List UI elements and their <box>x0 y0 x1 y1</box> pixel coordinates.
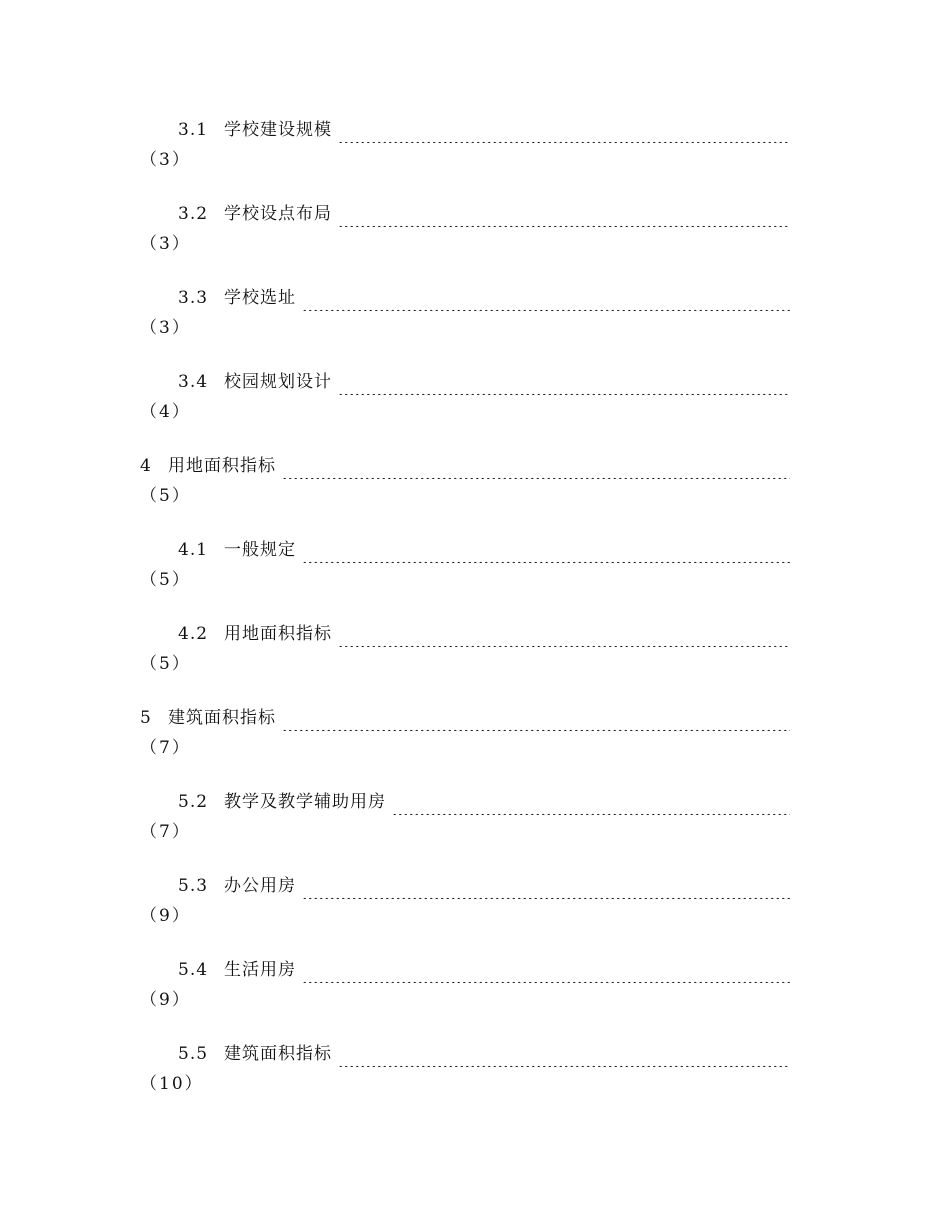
section-title: 校园规划设计 <box>224 372 332 392</box>
toc-entry-heading <box>178 369 790 395</box>
toc-entry-heading <box>178 1041 790 1067</box>
dot-leader <box>338 621 790 647</box>
page-number: （10） <box>140 1074 204 1094</box>
toc-entry-5-2[interactable] <box>0 789 950 859</box>
toc-entry-heading <box>178 873 790 899</box>
toc-entry-heading <box>140 453 790 479</box>
toc-entry-heading <box>178 789 790 815</box>
toc-entry-5-5[interactable] <box>0 1041 950 1111</box>
section-number: 4.1 <box>178 540 209 560</box>
chapter-title: 用地面积指标 <box>168 456 276 476</box>
toc-entry-3-2[interactable] <box>0 201 950 271</box>
section-number: 5.3 <box>178 876 209 896</box>
dot-leader <box>282 453 790 479</box>
toc-entry-3-1[interactable] <box>0 117 950 187</box>
section-title: 学校设点布局 <box>224 204 332 224</box>
dot-leader <box>302 285 790 311</box>
dot-leader <box>302 957 790 983</box>
dot-leader <box>338 1041 790 1067</box>
section-title: 学校建设规模 <box>224 120 332 140</box>
page-number: （9） <box>140 906 191 926</box>
toc-entry-heading <box>178 621 790 647</box>
page-number: （5） <box>140 486 191 506</box>
dot-leader <box>338 117 790 143</box>
section-number: 3.3 <box>178 288 209 308</box>
toc-entry-3-4[interactable] <box>0 369 950 439</box>
section-title: 建筑面积指标 <box>224 1044 332 1064</box>
dot-leader <box>338 201 790 227</box>
chapter-number: 4 <box>140 456 152 476</box>
toc-entry-4-1[interactable] <box>0 537 950 607</box>
page-number: （7） <box>140 822 191 842</box>
toc-entry-heading <box>178 201 790 227</box>
toc-entry-5[interactable] <box>0 705 950 775</box>
section-title: 教学及教学辅助用房 <box>224 792 386 812</box>
toc-entry-4[interactable] <box>0 453 950 523</box>
page-number: （5） <box>140 570 191 590</box>
section-number: 3.4 <box>178 372 209 392</box>
toc-entry-5-3[interactable] <box>0 873 950 943</box>
toc-entry-3-3[interactable] <box>0 285 950 355</box>
section-number: 5.2 <box>178 792 209 812</box>
section-title: 生活用房 <box>224 960 296 980</box>
toc-entry-5-4[interactable] <box>0 957 950 1027</box>
dot-leader <box>338 369 790 395</box>
toc-entry-heading <box>178 285 790 311</box>
page-number: （3） <box>140 150 191 170</box>
section-number: 5.5 <box>178 1044 209 1064</box>
section-number: 4.2 <box>178 624 209 644</box>
toc-entry-heading <box>178 117 790 143</box>
section-title: 学校选址 <box>224 288 296 308</box>
section-title: 办公用房 <box>224 876 296 896</box>
toc-entry-heading <box>178 537 790 563</box>
section-number: 5.4 <box>178 960 209 980</box>
page-number: （9） <box>140 990 191 1010</box>
toc-entry-4-2[interactable] <box>0 621 950 691</box>
section-title: 用地面积指标 <box>224 624 332 644</box>
section-number: 3.2 <box>178 204 209 224</box>
page-number: （3） <box>140 318 191 338</box>
dot-leader <box>282 705 790 731</box>
page-number: （4） <box>140 402 191 422</box>
chapter-number: 5 <box>140 708 152 728</box>
dot-leader <box>302 537 790 563</box>
dot-leader <box>392 789 790 815</box>
page-number: （5） <box>140 654 191 674</box>
toc-entry-heading <box>140 705 790 731</box>
chapter-title: 建筑面积指标 <box>168 708 276 728</box>
toc-entry-heading <box>178 957 790 983</box>
section-number: 3.1 <box>178 120 209 140</box>
page-number: （3） <box>140 234 191 254</box>
dot-leader <box>302 873 790 899</box>
page-number: （7） <box>140 738 191 758</box>
section-title: 一般规定 <box>224 540 296 560</box>
